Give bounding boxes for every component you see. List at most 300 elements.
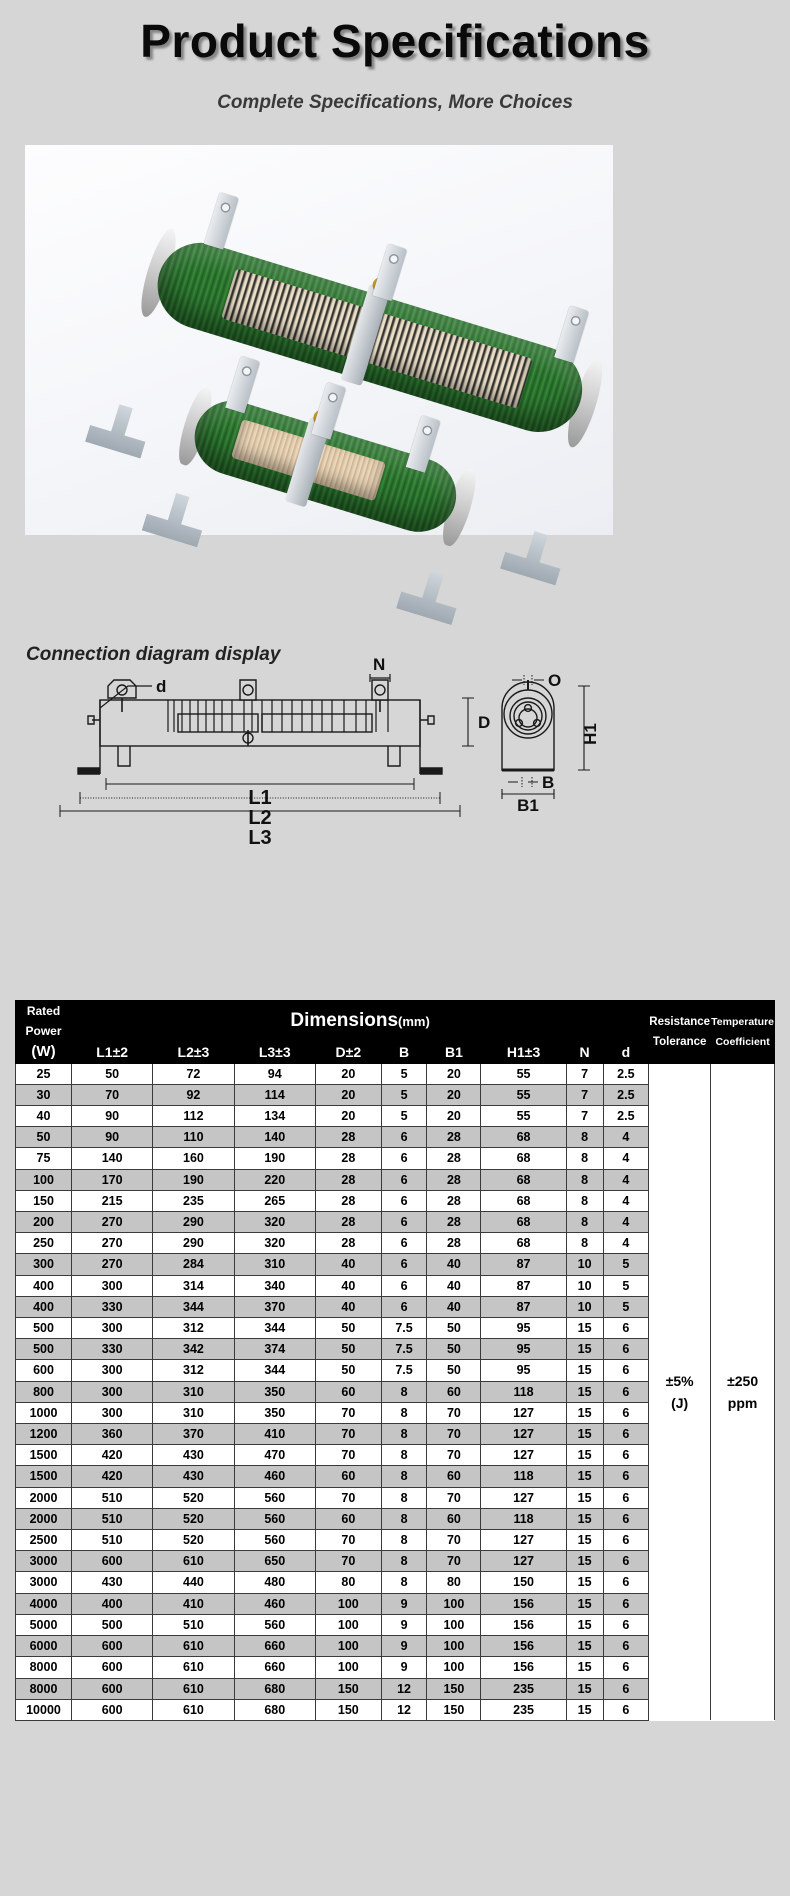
cell-dimension: 15 (566, 1572, 603, 1593)
cell-dimension: 340 (234, 1275, 315, 1296)
cell-dimension: 5 (381, 1084, 427, 1105)
cell-rated-power: 6000 (16, 1636, 72, 1657)
cell-dimension: 20 (315, 1084, 381, 1105)
cell-dimension: 6 (603, 1636, 649, 1657)
cell-dimension: 150 (481, 1572, 566, 1593)
cell-dimension: 8 (566, 1169, 603, 1190)
cell-dimension: 15 (566, 1466, 603, 1487)
cell-dimension: 5 (603, 1296, 649, 1317)
cell-dimension: 4 (603, 1169, 649, 1190)
terminal-tab-icon (204, 192, 239, 249)
cell-rated-power: 25 (16, 1063, 72, 1084)
cell-rated-power: 40 (16, 1106, 72, 1127)
cell-dimension: 7 (566, 1063, 603, 1084)
header-unit-watt: (W) (16, 1042, 72, 1063)
cell-dimension: 560 (234, 1530, 315, 1551)
cell-dimension: 6 (603, 1678, 649, 1699)
cell-dimension: 156 (481, 1593, 566, 1614)
cell-dimension: 100 (427, 1657, 481, 1678)
diagram-label-L1: L1 (248, 787, 272, 809)
cell-dimension: 560 (234, 1614, 315, 1635)
cell-dimension: 8 (381, 1487, 427, 1508)
cell-dimension: 15 (566, 1678, 603, 1699)
cell-dimension: 110 (153, 1127, 234, 1148)
cell-dimension: 100 (427, 1614, 481, 1635)
cell-dimension: 127 (481, 1530, 566, 1551)
cell-dimension: 8 (381, 1424, 427, 1445)
cell-dimension: 87 (481, 1275, 566, 1296)
cell-dimension: 118 (481, 1381, 566, 1402)
cell-dimension: 8 (381, 1508, 427, 1529)
cell-dimension: 600 (72, 1636, 153, 1657)
cell-rated-power: 1200 (16, 1424, 72, 1445)
cell-dimension: 610 (153, 1551, 234, 1572)
cell-dimension: 70 (315, 1487, 381, 1508)
cell-dimension: 15 (566, 1508, 603, 1529)
diagram-label-B1: B1 (517, 796, 539, 815)
cell-dimension: 40 (427, 1254, 481, 1275)
cell-dimension: 60 (427, 1381, 481, 1402)
cell-dimension: 15 (566, 1381, 603, 1402)
cell-dimension: 235 (481, 1699, 566, 1720)
cell-dimension: 610 (153, 1636, 234, 1657)
cell-resistance-tolerance (649, 1063, 711, 1720)
cell-dimension: 410 (153, 1593, 234, 1614)
mounting-bracket-icon (396, 564, 465, 625)
page-subtitle: Complete Specifications, More Choices (217, 92, 573, 113)
cell-dimension: 70 (427, 1445, 481, 1466)
tolerance-value: ±5% (665, 1373, 694, 1389)
cell-dimension: 28 (315, 1127, 381, 1148)
cell-dimension: 6 (603, 1551, 649, 1572)
diagram-label-O: O (548, 671, 562, 690)
cell-dimension: 127 (481, 1487, 566, 1508)
cell-rated-power: 500 (16, 1339, 72, 1360)
cell-dimension: 510 (72, 1508, 153, 1529)
cell-dimension: 55 (481, 1106, 566, 1127)
cell-dimension: 6 (381, 1233, 427, 1254)
cell-dimension: 6 (603, 1466, 649, 1487)
cell-dimension: 50 (427, 1360, 481, 1381)
cell-dimension: 40 (315, 1254, 381, 1275)
cell-dimension: 680 (234, 1699, 315, 1720)
cell-dimension: 50 (72, 1063, 153, 1084)
cell-dimension: 100 (427, 1593, 481, 1614)
mounting-bracket-icon (142, 486, 211, 547)
terminal-tab-icon (554, 306, 589, 363)
cell-rated-power: 2500 (16, 1530, 72, 1551)
cell-dimension: 430 (72, 1572, 153, 1593)
cell-dimension: 156 (481, 1614, 566, 1635)
diagram-label-B: B (542, 773, 555, 792)
cell-dimension: 284 (153, 1254, 234, 1275)
cell-dimension: 440 (153, 1572, 234, 1593)
cell-dimension: 330 (72, 1339, 153, 1360)
diagram-label-D: D (478, 713, 491, 732)
tolerance-code: (J) (671, 1395, 689, 1411)
cell-rated-power: 5000 (16, 1614, 72, 1635)
cell-dimension: 350 (234, 1402, 315, 1423)
cell-rated-power: 400 (16, 1275, 72, 1296)
cell-dimension: 50 (315, 1339, 381, 1360)
cell-dimension: 510 (72, 1530, 153, 1551)
cell-dimension: 4 (603, 1148, 649, 1169)
cell-dimension: 520 (153, 1487, 234, 1508)
cell-dimension: 15 (566, 1318, 603, 1339)
cell-dimension: 610 (153, 1678, 234, 1699)
cell-rated-power: 50 (16, 1127, 72, 1148)
cell-dimension: 270 (72, 1254, 153, 1275)
cell-dimension: 50 (315, 1318, 381, 1339)
cell-dimension: 290 (153, 1233, 234, 1254)
cell-dimension: 118 (481, 1508, 566, 1529)
cell-dimension: 510 (153, 1614, 234, 1635)
cell-dimension: 470 (234, 1445, 315, 1466)
cell-dimension: 310 (234, 1254, 315, 1275)
cell-dimension: 100 (315, 1614, 381, 1635)
table-body (16, 1063, 775, 1720)
cell-dimension: 300 (72, 1275, 153, 1296)
cell-dimension: 6 (603, 1381, 649, 1402)
cell-dimension: 7.5 (381, 1318, 427, 1339)
cell-dimension: 6 (603, 1424, 649, 1445)
mounting-bracket-icon (500, 525, 569, 586)
cell-dimension: 156 (481, 1657, 566, 1678)
mounting-bracket-icon (85, 398, 154, 459)
cell-dimension: 70 (72, 1084, 153, 1105)
header-dimensions: Dimensions(mm) (72, 1001, 649, 1042)
cell-dimension: 68 (481, 1169, 566, 1190)
diagram-label-L3: L3 (248, 827, 272, 849)
cell-dimension: 15 (566, 1445, 603, 1466)
cell-dimension: 28 (315, 1233, 381, 1254)
cell-dimension: 100 (315, 1636, 381, 1657)
diagram-label-L2: L2 (248, 807, 272, 829)
cell-dimension: 28 (315, 1148, 381, 1169)
cell-dimension: 9 (381, 1614, 427, 1635)
cell-dimension: 6 (603, 1614, 649, 1635)
cell-dimension: 6 (603, 1699, 649, 1720)
cell-dimension: 60 (315, 1381, 381, 1402)
cell-dimension: 100 (315, 1593, 381, 1614)
cell-dimension: 314 (153, 1275, 234, 1296)
cell-rated-power: 400 (16, 1296, 72, 1317)
header-col-l3: L3±3 (234, 1042, 315, 1063)
tempco-unit: ppm (727, 1395, 758, 1411)
cell-dimension: 90 (72, 1106, 153, 1127)
cell-dimension: 680 (234, 1678, 315, 1699)
cell-dimension: 5 (603, 1254, 649, 1275)
cell-dimension: 235 (481, 1678, 566, 1699)
cell-dimension: 265 (234, 1190, 315, 1211)
cell-rated-power: 600 (16, 1360, 72, 1381)
cell-dimension: 70 (427, 1530, 481, 1551)
cell-dimension: 374 (234, 1339, 315, 1360)
cell-dimension: 190 (153, 1169, 234, 1190)
cell-dimension: 5 (603, 1275, 649, 1296)
cell-dimension: 170 (72, 1169, 153, 1190)
cell-dimension: 55 (481, 1084, 566, 1105)
cell-dimension: 8 (566, 1190, 603, 1211)
diagram-label-H1: H1 (581, 723, 600, 745)
cell-dimension: 6 (381, 1254, 427, 1275)
header-col-dd: d (603, 1042, 649, 1063)
cell-dimension: 6 (603, 1508, 649, 1529)
cell-dimension: 342 (153, 1339, 234, 1360)
cell-dimension: 6 (603, 1487, 649, 1508)
cell-dimension: 112 (153, 1106, 234, 1127)
cell-dimension: 220 (234, 1169, 315, 1190)
terminal-tab-icon (372, 244, 407, 301)
cell-dimension: 40 (427, 1296, 481, 1317)
cell-dimension: 127 (481, 1402, 566, 1423)
cell-dimension: 70 (315, 1551, 381, 1572)
cell-dimension: 100 (315, 1657, 381, 1678)
cell-dimension: 68 (481, 1127, 566, 1148)
cell-dimension: 60 (315, 1508, 381, 1529)
cell-dimension: 6 (381, 1148, 427, 1169)
cell-dimension: 6 (603, 1445, 649, 1466)
cell-dimension: 15 (566, 1657, 603, 1678)
cell-dimension: 310 (153, 1381, 234, 1402)
cell-dimension: 344 (234, 1318, 315, 1339)
cell-dimension: 118 (481, 1466, 566, 1487)
cell-dimension: 350 (234, 1381, 315, 1402)
cell-dimension: 70 (427, 1424, 481, 1445)
diagram-title: Connection diagram display (26, 644, 281, 665)
cell-dimension: 410 (234, 1424, 315, 1445)
cell-dimension: 215 (72, 1190, 153, 1211)
cell-dimension: 28 (427, 1212, 481, 1233)
cell-dimension: 70 (315, 1445, 381, 1466)
cell-dimension: 150 (427, 1699, 481, 1720)
cell-dimension: 20 (315, 1106, 381, 1127)
tempco-value: ±250 (727, 1373, 759, 1389)
cell-dimension: 8 (381, 1572, 427, 1593)
cell-dimension: 28 (427, 1233, 481, 1254)
cell-rated-power: 3000 (16, 1572, 72, 1593)
cell-dimension: 300 (72, 1402, 153, 1423)
cell-dimension: 6 (381, 1275, 427, 1296)
cell-dimension: 80 (427, 1572, 481, 1593)
cell-dimension: 15 (566, 1530, 603, 1551)
cell-dimension: 127 (481, 1445, 566, 1466)
cell-dimension: 7.5 (381, 1339, 427, 1360)
cell-dimension: 40 (315, 1296, 381, 1317)
header-temperature-coefficient: Temperature Coefficient (711, 1001, 775, 1064)
cell-dimension: 7 (566, 1106, 603, 1127)
cell-dimension: 40 (315, 1275, 381, 1296)
header-resistance-tolerance: Resistance Tolerance (649, 1001, 711, 1064)
cell-dimension: 4 (603, 1233, 649, 1254)
cell-rated-power: 1500 (16, 1445, 72, 1466)
cell-dimension: 430 (153, 1466, 234, 1487)
cell-dimension: 2.5 (603, 1106, 649, 1127)
cell-dimension: 15 (566, 1487, 603, 1508)
cell-dimension: 7.5 (381, 1360, 427, 1381)
cell-dimension: 500 (72, 1614, 153, 1635)
header-col-l1: L1±2 (72, 1042, 153, 1063)
cell-dimension: 235 (153, 1190, 234, 1211)
diagram-label-d: d (156, 677, 167, 696)
cell-dimension: 4 (603, 1212, 649, 1233)
cell-dimension: 15 (566, 1424, 603, 1445)
cell-dimension: 270 (72, 1212, 153, 1233)
cell-dimension: 2.5 (603, 1063, 649, 1084)
cell-dimension: 94 (234, 1063, 315, 1084)
cell-dimension: 344 (153, 1296, 234, 1317)
cell-dimension: 360 (72, 1424, 153, 1445)
cell-dimension: 6 (381, 1212, 427, 1233)
cell-rated-power: 10000 (16, 1699, 72, 1720)
cell-dimension: 5 (381, 1063, 427, 1084)
cell-dimension: 50 (427, 1318, 481, 1339)
cell-dimension: 312 (153, 1318, 234, 1339)
cell-dimension: 6 (381, 1296, 427, 1317)
cell-dimension: 370 (234, 1296, 315, 1317)
cell-dimension: 420 (72, 1445, 153, 1466)
cell-dimension: 95 (481, 1339, 566, 1360)
cell-temperature-coefficient (711, 1063, 775, 1720)
cell-dimension: 12 (381, 1699, 427, 1720)
cell-dimension: 520 (153, 1530, 234, 1551)
cell-dimension: 5 (381, 1106, 427, 1127)
cell-dimension: 270 (72, 1233, 153, 1254)
header-col-n: N (566, 1042, 603, 1063)
cell-dimension: 6 (381, 1127, 427, 1148)
cell-dimension: 68 (481, 1233, 566, 1254)
cell-dimension: 610 (153, 1699, 234, 1720)
cell-rated-power: 75 (16, 1148, 72, 1169)
cell-dimension: 344 (234, 1360, 315, 1381)
cell-dimension: 134 (234, 1106, 315, 1127)
cell-dimension: 8 (566, 1233, 603, 1254)
cell-rated-power: 250 (16, 1233, 72, 1254)
cell-dimension: 330 (72, 1296, 153, 1317)
cell-dimension: 150 (315, 1699, 381, 1720)
header-col-d: D±2 (315, 1042, 381, 1063)
cell-dimension: 55 (481, 1063, 566, 1084)
cell-dimension: 4 (603, 1190, 649, 1211)
cell-dimension: 8 (381, 1402, 427, 1423)
cell-dimension: 600 (72, 1699, 153, 1720)
cell-dimension: 15 (566, 1360, 603, 1381)
cell-dimension: 600 (72, 1551, 153, 1572)
cell-dimension: 8 (566, 1127, 603, 1148)
cell-dimension: 312 (153, 1360, 234, 1381)
cell-dimension: 370 (153, 1424, 234, 1445)
cell-rated-power: 500 (16, 1318, 72, 1339)
cell-rated-power: 1000 (16, 1402, 72, 1423)
cell-dimension: 28 (315, 1212, 381, 1233)
cell-dimension: 114 (234, 1084, 315, 1105)
cell-dimension: 8 (566, 1212, 603, 1233)
cell-dimension: 127 (481, 1551, 566, 1572)
cell-rated-power: 150 (16, 1190, 72, 1211)
header-rated-power: Rated Power (16, 1001, 72, 1042)
cell-rated-power: 300 (16, 1254, 72, 1275)
cell-dimension: 20 (427, 1106, 481, 1127)
cell-dimension: 28 (427, 1127, 481, 1148)
cell-dimension: 320 (234, 1212, 315, 1233)
cell-dimension: 10 (566, 1296, 603, 1317)
cell-dimension: 190 (234, 1148, 315, 1169)
cell-dimension: 40 (427, 1275, 481, 1296)
cell-dimension: 460 (234, 1466, 315, 1487)
cell-dimension: 50 (315, 1360, 381, 1381)
cell-dimension: 87 (481, 1296, 566, 1317)
cell-dimension: 320 (234, 1233, 315, 1254)
table-row (16, 1063, 775, 1084)
header-col-l2: L2±3 (153, 1042, 234, 1063)
cell-dimension: 15 (566, 1699, 603, 1720)
cell-dimension: 600 (72, 1678, 153, 1699)
specifications-table (15, 1000, 775, 1721)
cell-dimension: 560 (234, 1508, 315, 1529)
header-col-b: B (381, 1042, 427, 1063)
cell-dimension: 28 (315, 1169, 381, 1190)
cell-dimension: 9 (381, 1636, 427, 1657)
cell-dimension: 15 (566, 1551, 603, 1572)
cell-dimension: 140 (72, 1148, 153, 1169)
cell-dimension: 7 (566, 1084, 603, 1105)
cell-dimension: 28 (315, 1190, 381, 1211)
cell-rated-power: 3000 (16, 1551, 72, 1572)
cell-dimension: 92 (153, 1084, 234, 1105)
cell-dimension: 300 (72, 1381, 153, 1402)
cell-dimension: 20 (427, 1084, 481, 1105)
cell-dimension: 100 (427, 1636, 481, 1657)
cell-dimension: 6 (381, 1169, 427, 1190)
connection-diagram (0, 655, 790, 849)
cell-dimension: 9 (381, 1657, 427, 1678)
cell-dimension: 310 (153, 1402, 234, 1423)
cell-dimension: 8 (381, 1381, 427, 1402)
cell-dimension: 95 (481, 1318, 566, 1339)
cell-dimension: 650 (234, 1551, 315, 1572)
cell-dimension: 8 (566, 1148, 603, 1169)
cell-dimension: 28 (427, 1169, 481, 1190)
cell-rated-power: 4000 (16, 1593, 72, 1614)
cell-dimension: 6 (603, 1360, 649, 1381)
header-col-b1: B1 (427, 1042, 481, 1063)
cell-dimension: 6 (603, 1530, 649, 1551)
cell-dimension: 10 (566, 1254, 603, 1275)
cell-rated-power: 800 (16, 1381, 72, 1402)
cell-dimension: 6 (603, 1402, 649, 1423)
cell-dimension: 420 (72, 1466, 153, 1487)
cell-dimension: 80 (315, 1572, 381, 1593)
cell-dimension: 300 (72, 1360, 153, 1381)
cell-dimension: 70 (315, 1424, 381, 1445)
page-title: Product Specifications (140, 15, 650, 67)
cell-dimension: 15 (566, 1402, 603, 1423)
cell-dimension: 70 (315, 1530, 381, 1551)
cell-rated-power: 2000 (16, 1508, 72, 1529)
header-col-h1: H1±3 (481, 1042, 566, 1063)
cell-dimension: 8 (381, 1551, 427, 1572)
cell-dimension: 150 (315, 1678, 381, 1699)
cell-dimension: 160 (153, 1148, 234, 1169)
cell-dimension: 8 (381, 1530, 427, 1551)
cell-dimension: 70 (427, 1402, 481, 1423)
cell-dimension: 9 (381, 1593, 427, 1614)
product-photo (25, 145, 613, 535)
cell-rated-power: 1500 (16, 1466, 72, 1487)
cell-dimension: 87 (481, 1254, 566, 1275)
connection-diagram-svg (0, 655, 790, 849)
cell-dimension: 10 (566, 1275, 603, 1296)
